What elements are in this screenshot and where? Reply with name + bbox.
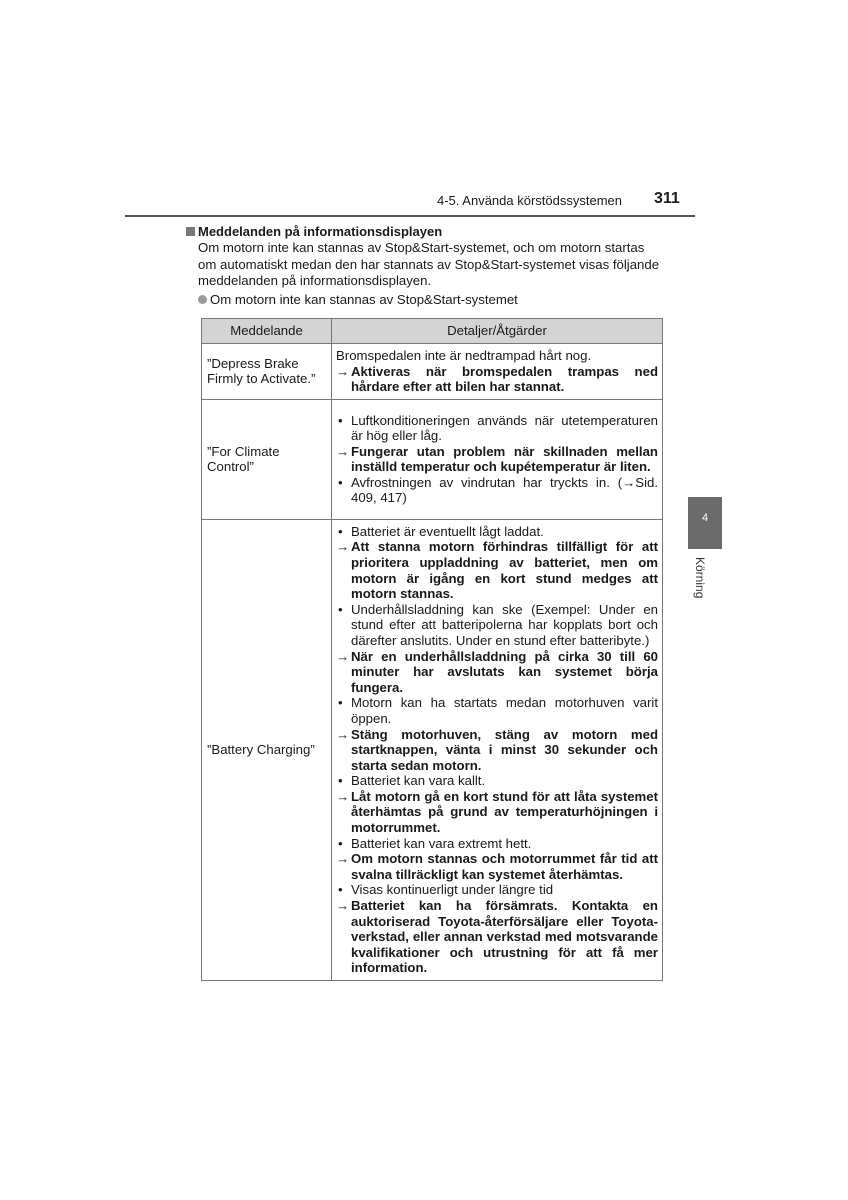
detail-text: Att stanna motorn förhindras tillfälligt för att prioritera uppladdning av batteriet, men om motorn är igång en kort stund medges att motorn stannas. xyxy=(351,539,658,602)
bullet-icon: • xyxy=(338,523,343,539)
detail-text: Fungerar utan problem när skillnaden mellan inställd temperatur och kupétemperatur är liten. xyxy=(351,443,658,475)
table-row xyxy=(202,344,663,400)
bullet-icon: • xyxy=(338,773,343,789)
detail-text: Motorn kan ha startats medan motorhuven varit öppen. xyxy=(351,695,658,726)
detail-line xyxy=(336,773,658,789)
detail-text: Luftkonditioneringen används när utetemperaturen är hög eller låg. xyxy=(351,412,658,444)
bullet-icon: • xyxy=(338,695,343,711)
detail-line xyxy=(336,695,658,726)
section-heading xyxy=(186,224,442,239)
chapter-tab-label: Körning xyxy=(693,557,707,599)
table-header-row xyxy=(202,319,663,344)
detail-text: Låt motorn gå en kort stund för att låta systemet återhämtas på grund av temperaturhöjningen i motorrummet. xyxy=(351,788,658,836)
action-line xyxy=(336,851,658,882)
details-cell xyxy=(332,519,663,980)
arrow-right-icon: → xyxy=(336,648,350,664)
details-cell xyxy=(332,344,663,400)
detail-text: Avfrostningen av vindrutan har tryckts in. (→Sid. 409, 417) xyxy=(351,474,658,506)
column-header-message: Meddelande xyxy=(202,319,332,344)
detail-text: Batteriet kan ha försämrats. Kontakta en auktoriserad Toyota-återförsäljare eller Toyota-verkstad, eller annan verkstad med motsvarande kvalifikationer och utrustning för att få mer information. xyxy=(351,898,658,976)
detail-text: Aktiveras när bromspedalen trampas ned hårdare efter att bilen har stannat. xyxy=(351,363,658,395)
circle-bullet-icon xyxy=(198,295,207,304)
action-line xyxy=(336,789,658,836)
bullet-icon: • xyxy=(338,601,343,617)
message-cell: ”Battery Charging” xyxy=(202,519,332,980)
square-bullet-icon xyxy=(186,227,195,236)
action-line xyxy=(336,364,658,395)
arrow-right-icon: → xyxy=(336,788,350,804)
detail-text: Batteriet kan vara kallt. xyxy=(351,773,486,789)
action-line xyxy=(336,444,658,475)
table-row xyxy=(202,519,663,980)
arrow-right-icon: → xyxy=(336,851,350,867)
detail-line xyxy=(336,602,658,649)
detail-text: Om motorn stannas och motorrummet får tid att svalna tillräckligt kan systemet återhämtas. xyxy=(351,851,658,882)
header-divider xyxy=(125,215,695,217)
detail-text: Underhållsladdning kan ske (Exempel: Under en stund efter att batteripolerna har kopplats bort och därefter anslutits. Under en stund efter batteribyte.) xyxy=(351,601,658,648)
chapter-tab-number: 4 xyxy=(701,512,709,524)
action-line xyxy=(336,539,658,601)
page-number: 311 xyxy=(654,190,680,207)
section-heading-text: Meddelanden på informationsdisplayen xyxy=(198,224,443,239)
action-line xyxy=(336,727,658,774)
detail-line xyxy=(336,475,658,506)
detail-line xyxy=(336,413,658,444)
bullet-icon: • xyxy=(338,412,343,428)
detail-text: Batteriet kan vara extremt hett. xyxy=(351,835,532,851)
arrow-right-icon: → xyxy=(336,726,350,742)
bullet-icon: • xyxy=(338,835,343,851)
message-cell: ”Depress Brake Firmly to Activate.” xyxy=(202,344,332,400)
arrow-right-icon: → xyxy=(336,898,350,914)
detail-text: Visas kontinuerligt under längre tid xyxy=(351,882,554,898)
bullet-icon: • xyxy=(338,474,343,490)
bullet-icon: • xyxy=(338,882,343,898)
arrow-right-icon: → xyxy=(336,539,350,555)
message-cell: ”For Climate Control” xyxy=(202,399,332,519)
detail-line xyxy=(336,836,658,852)
detail-line xyxy=(336,882,658,898)
arrow-right-icon: → xyxy=(336,443,350,459)
detail-text: Bromspedalen inte är nedtrampad hårt nog. xyxy=(336,348,592,363)
detail-line xyxy=(336,348,658,364)
table-body xyxy=(202,344,663,981)
details-cell xyxy=(332,399,663,519)
detail-text: Stäng motorhuven, stäng av motorn med startknappen, vänta i minst 30 sekunder och starta sedan motorn. xyxy=(351,726,658,773)
column-header-details: Detaljer/Åtgärder xyxy=(332,319,663,344)
chapter-title: 4-5. Använda körstödssystemen xyxy=(437,193,622,208)
detail-line xyxy=(336,524,658,540)
action-line xyxy=(336,649,658,696)
sub-heading xyxy=(198,292,518,307)
arrow-right-icon: → xyxy=(336,363,350,379)
detail-text: Batteriet är eventuellt lågt laddat. xyxy=(351,523,544,539)
intro-paragraph: Om motorn inte kan stannas av Stop&Start-systemet, och om motorn startas om automatiskt medan den har stannats av Stop&Start-systemet visas följande meddelanden på informationsdisplayen. xyxy=(198,240,660,288)
sub-heading-text: Om motorn inte kan stannas av Stop&Start-systemet xyxy=(210,292,518,307)
table-row xyxy=(202,399,663,519)
messages-table xyxy=(201,318,663,981)
detail-text: När en underhållsladdning på cirka 30 till 60 minuter har avslutats kan systemet börja fungera. xyxy=(351,648,658,695)
action-line xyxy=(336,898,658,976)
